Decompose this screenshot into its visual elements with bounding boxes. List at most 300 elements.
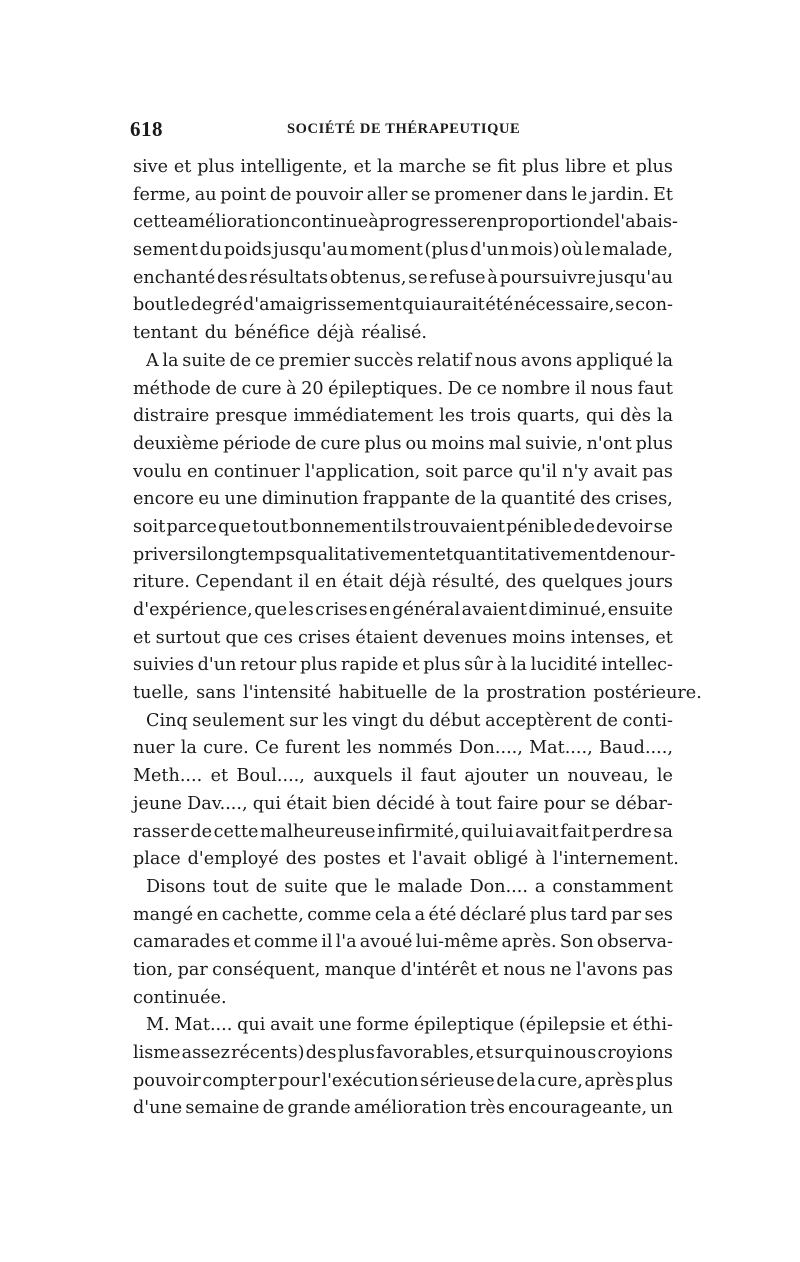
word: camarades bbox=[133, 932, 231, 953]
word: se bbox=[471, 157, 492, 177]
word: la bbox=[656, 406, 673, 427]
word: qui bbox=[585, 406, 615, 427]
text-line bbox=[133, 1068, 673, 1096]
word: prostration bbox=[486, 683, 587, 704]
word: 20 bbox=[301, 378, 324, 399]
word: ce bbox=[476, 378, 498, 399]
word: cure. bbox=[203, 738, 249, 759]
word: lucidité bbox=[530, 655, 598, 676]
word: cachette, bbox=[221, 904, 304, 925]
word: a bbox=[534, 876, 546, 897]
word: Baud...., bbox=[598, 738, 673, 759]
word: ensuite bbox=[607, 600, 673, 620]
word: de bbox=[255, 876, 278, 897]
word: des bbox=[217, 267, 248, 288]
word: tion, bbox=[133, 959, 174, 980]
word: il bbox=[400, 766, 413, 787]
word: sement bbox=[133, 240, 198, 261]
word: crises bbox=[315, 600, 368, 620]
word: cure bbox=[241, 378, 282, 399]
word: et bbox=[387, 849, 406, 870]
word: aller bbox=[366, 184, 408, 205]
word: que bbox=[254, 600, 288, 620]
word: la bbox=[180, 738, 197, 759]
word: quantitativement bbox=[452, 544, 607, 565]
text-line bbox=[133, 514, 673, 542]
body-text bbox=[133, 154, 702, 1123]
word: en bbox=[196, 904, 219, 925]
word: l'intensité bbox=[242, 683, 332, 704]
word: soit bbox=[425, 461, 458, 482]
word: devoir bbox=[596, 516, 653, 537]
word: ferme, bbox=[133, 184, 192, 205]
word: et bbox=[610, 1015, 628, 1036]
word: presque bbox=[215, 406, 288, 427]
word: dès bbox=[620, 406, 651, 427]
word: malheureuse bbox=[260, 821, 376, 842]
text-line bbox=[133, 265, 673, 293]
word: été bbox=[485, 295, 514, 316]
word: nous bbox=[553, 1043, 597, 1063]
word: résultats bbox=[249, 267, 329, 288]
word: en bbox=[315, 572, 337, 593]
word: trouvaient bbox=[412, 516, 505, 537]
word: voulu bbox=[133, 461, 182, 482]
word: sur bbox=[494, 1043, 524, 1063]
word: favorables, bbox=[376, 1043, 475, 1063]
text-line bbox=[133, 625, 673, 653]
word: libre bbox=[565, 157, 607, 177]
word: très bbox=[470, 1098, 505, 1119]
word: quelques bbox=[541, 572, 623, 593]
word: faut bbox=[637, 378, 673, 399]
word: rasser bbox=[133, 821, 189, 842]
word: nouveau, bbox=[567, 766, 649, 787]
word: priver bbox=[133, 544, 188, 565]
word: il bbox=[321, 932, 333, 953]
text-line bbox=[133, 486, 673, 514]
word: Ce bbox=[255, 738, 279, 759]
word: encourageante, bbox=[508, 1098, 648, 1119]
word: ajouter bbox=[464, 766, 529, 787]
word: comme bbox=[307, 904, 372, 925]
word: compter bbox=[202, 1070, 277, 1091]
word: du bbox=[199, 240, 223, 261]
word: obtenus, bbox=[329, 267, 407, 288]
word: fit bbox=[497, 157, 517, 177]
word: n'y bbox=[562, 461, 589, 482]
word: étaient bbox=[355, 627, 418, 648]
word: plus bbox=[423, 655, 461, 676]
word: amélioration bbox=[353, 1098, 467, 1119]
text-line bbox=[133, 1040, 673, 1068]
word: le bbox=[656, 766, 673, 787]
word: Boul...., bbox=[236, 766, 305, 787]
word: cela bbox=[374, 904, 412, 925]
text-line bbox=[133, 237, 673, 265]
word: sérieuse bbox=[420, 1070, 495, 1091]
word: qui bbox=[524, 1043, 553, 1063]
text-line bbox=[133, 902, 673, 930]
word: nommés bbox=[377, 738, 453, 759]
word: diminué, bbox=[528, 600, 607, 620]
text-line bbox=[133, 320, 673, 348]
word: assez bbox=[181, 1043, 230, 1063]
word: déclaré bbox=[459, 904, 527, 925]
text-line bbox=[133, 209, 678, 237]
word: retour bbox=[240, 655, 297, 676]
word: mois) bbox=[510, 240, 560, 261]
word: moins bbox=[512, 627, 566, 648]
word: Mat.... bbox=[174, 1015, 233, 1036]
word: la bbox=[519, 1070, 536, 1091]
word: mal bbox=[488, 433, 522, 454]
word: semaine bbox=[185, 1098, 260, 1119]
word: des bbox=[505, 572, 537, 593]
word: aurait bbox=[431, 295, 485, 316]
word: frappante bbox=[362, 489, 451, 510]
word: ses bbox=[644, 904, 673, 925]
word: ce bbox=[254, 350, 276, 371]
word: M. bbox=[146, 1015, 170, 1036]
word: résulté, bbox=[431, 572, 500, 593]
word: au bbox=[194, 184, 217, 205]
word: sur bbox=[289, 710, 318, 731]
word: et bbox=[655, 627, 673, 648]
text-line bbox=[133, 182, 673, 210]
word: les bbox=[322, 710, 348, 731]
word: deuxième bbox=[133, 433, 220, 454]
word: poids bbox=[223, 240, 272, 261]
word: conti- bbox=[622, 710, 673, 731]
word: constamment bbox=[552, 876, 673, 897]
word: Don.... bbox=[469, 876, 528, 897]
text-line bbox=[133, 569, 673, 597]
word: amélioration bbox=[177, 212, 291, 233]
word: un bbox=[650, 1098, 673, 1119]
word: de bbox=[434, 683, 457, 704]
word: méthode bbox=[133, 378, 211, 399]
word: relatif bbox=[416, 350, 472, 371]
word: et bbox=[133, 627, 151, 648]
word: se bbox=[408, 267, 428, 288]
word: et bbox=[210, 766, 229, 787]
word: qu'il bbox=[518, 461, 558, 482]
word: le bbox=[374, 876, 391, 897]
text-line bbox=[133, 708, 673, 736]
word: la bbox=[463, 683, 480, 704]
word: devenues bbox=[422, 627, 508, 648]
word: si bbox=[187, 544, 202, 565]
word: se bbox=[653, 516, 673, 537]
word: plus bbox=[521, 157, 560, 177]
word: plus bbox=[364, 433, 402, 454]
word: et bbox=[173, 157, 192, 177]
word: obligé bbox=[473, 849, 529, 870]
text-line bbox=[133, 542, 676, 570]
word: soit bbox=[133, 516, 166, 537]
word: à bbox=[487, 267, 498, 288]
word: suivie, bbox=[525, 433, 583, 454]
word: de bbox=[496, 1070, 519, 1091]
word: tout bbox=[252, 516, 289, 537]
word: jardin. bbox=[591, 184, 650, 205]
word: plus bbox=[337, 1043, 375, 1063]
word: succès bbox=[353, 350, 414, 371]
word: mangé bbox=[133, 904, 194, 925]
text-line bbox=[133, 348, 673, 376]
word: de bbox=[573, 516, 595, 537]
word: qualitativement bbox=[295, 544, 436, 565]
word: de bbox=[215, 378, 238, 399]
text-line bbox=[133, 929, 673, 957]
word: crises, bbox=[614, 489, 673, 510]
word: bout bbox=[133, 295, 174, 316]
word: se bbox=[590, 793, 610, 814]
word: d'expérience, bbox=[133, 600, 253, 620]
word: qui bbox=[402, 295, 431, 316]
word: Don...., bbox=[458, 738, 523, 759]
word: auxquels bbox=[313, 766, 393, 787]
word: distraire bbox=[133, 406, 210, 427]
word: sive bbox=[133, 157, 169, 177]
word: sa bbox=[653, 821, 673, 842]
word: nous bbox=[590, 378, 633, 399]
word: progresser bbox=[378, 212, 477, 233]
word: à bbox=[496, 655, 508, 676]
word: de bbox=[294, 433, 317, 454]
text-line bbox=[133, 957, 673, 985]
word: général bbox=[392, 600, 461, 620]
word: longtemps bbox=[201, 544, 295, 565]
word: De bbox=[447, 378, 473, 399]
word: il bbox=[298, 572, 310, 593]
word: dans bbox=[525, 184, 568, 205]
word: et bbox=[233, 932, 251, 953]
word: la bbox=[510, 655, 527, 676]
word: à bbox=[439, 793, 451, 814]
word: furent bbox=[285, 738, 341, 759]
word: les bbox=[346, 738, 372, 759]
word: rapide bbox=[340, 655, 399, 676]
word: l'avait bbox=[412, 849, 467, 870]
word: une bbox=[318, 1015, 352, 1036]
word: éthi- bbox=[632, 1015, 673, 1036]
word: A bbox=[146, 350, 159, 371]
word: Meth.... bbox=[133, 766, 203, 787]
word: en bbox=[186, 461, 209, 482]
text-line bbox=[133, 735, 673, 763]
word: décidé bbox=[375, 793, 435, 814]
word: était bbox=[342, 572, 384, 593]
word: que bbox=[225, 627, 259, 648]
word: jusqu'au bbox=[273, 240, 349, 261]
word: épileptiques. bbox=[328, 378, 444, 399]
word: ils bbox=[391, 516, 412, 537]
word: lui bbox=[490, 821, 514, 842]
word: avoué bbox=[359, 932, 413, 953]
word: malade, bbox=[602, 240, 673, 261]
word: vingt bbox=[352, 710, 398, 731]
word: de bbox=[229, 350, 252, 371]
word: la bbox=[162, 350, 179, 371]
word: épileptique bbox=[413, 1015, 515, 1036]
word: seulement bbox=[192, 710, 285, 731]
word: un bbox=[536, 766, 560, 787]
word: nous bbox=[503, 959, 546, 980]
word: se bbox=[615, 295, 635, 316]
text-line bbox=[133, 376, 673, 404]
text-line bbox=[133, 819, 673, 847]
word: jeune bbox=[133, 793, 182, 814]
word: de bbox=[596, 710, 618, 731]
word: encore bbox=[133, 489, 195, 510]
word: comme bbox=[253, 932, 319, 953]
word: quantité bbox=[500, 489, 576, 510]
word: grande bbox=[287, 1098, 351, 1119]
word: nombre bbox=[501, 378, 571, 399]
word: quarts, bbox=[516, 406, 580, 427]
word: Dav...., bbox=[187, 793, 248, 814]
word: début bbox=[429, 710, 481, 731]
word: et bbox=[353, 157, 372, 177]
word: pas bbox=[642, 959, 673, 980]
word: parce bbox=[462, 461, 514, 482]
word: manque bbox=[324, 959, 397, 980]
page-number: 618 bbox=[130, 117, 163, 141]
word: premier bbox=[278, 350, 351, 371]
word: diminution bbox=[261, 489, 359, 510]
word: déjà bbox=[388, 572, 427, 593]
text-line bbox=[133, 680, 702, 708]
word: la bbox=[480, 489, 497, 510]
word: qui bbox=[237, 1015, 266, 1036]
word: qui bbox=[461, 821, 490, 842]
word: cure bbox=[320, 433, 361, 454]
word: après bbox=[584, 1070, 635, 1091]
word: que bbox=[218, 516, 252, 537]
text-line bbox=[133, 1095, 673, 1123]
word: cure, bbox=[537, 1070, 583, 1091]
word: jusqu'au bbox=[597, 267, 673, 288]
word: le bbox=[571, 184, 588, 205]
word: promener bbox=[434, 184, 522, 205]
word: l'avons bbox=[575, 959, 638, 980]
word: pouvoir bbox=[133, 1070, 201, 1091]
word: plus bbox=[635, 433, 673, 454]
word: à bbox=[286, 378, 297, 399]
running-header bbox=[130, 116, 672, 142]
word: de bbox=[262, 1098, 285, 1119]
word: avait bbox=[593, 461, 638, 482]
word: plus bbox=[197, 157, 235, 177]
word: par bbox=[177, 959, 208, 980]
word: réalisé. bbox=[361, 323, 428, 344]
word: d'intérêt bbox=[400, 959, 477, 980]
word: et bbox=[475, 1043, 494, 1063]
word: moins bbox=[431, 433, 485, 454]
word: par bbox=[610, 904, 642, 925]
word: n'ont bbox=[586, 433, 632, 454]
word: l'application, bbox=[304, 461, 421, 482]
word: nuer bbox=[133, 738, 175, 759]
word: les bbox=[288, 600, 314, 620]
word: intellec- bbox=[601, 655, 673, 676]
word: ne bbox=[549, 959, 572, 980]
word: pénible bbox=[506, 516, 573, 537]
word: de bbox=[190, 821, 213, 842]
word: tout bbox=[212, 876, 249, 897]
word: marche bbox=[398, 157, 467, 177]
word: la bbox=[376, 157, 394, 177]
text-line bbox=[133, 597, 673, 625]
text-line bbox=[133, 1012, 673, 1040]
word: postérieure. bbox=[593, 683, 702, 704]
word: d'amaigrissement bbox=[243, 295, 402, 316]
word: nécessaire, bbox=[513, 295, 615, 316]
text-line bbox=[133, 874, 673, 902]
word: faut bbox=[420, 766, 457, 787]
word: plus bbox=[529, 904, 567, 925]
word: après. bbox=[501, 932, 557, 953]
word: l'abais- bbox=[614, 212, 678, 233]
word: faire bbox=[496, 793, 539, 814]
word: en bbox=[476, 212, 498, 233]
word: qui bbox=[252, 793, 282, 814]
word: que bbox=[334, 876, 368, 897]
word: continuée. bbox=[133, 987, 227, 1008]
word: Mat...., bbox=[529, 738, 593, 759]
word: plus bbox=[300, 655, 338, 676]
text-line bbox=[133, 985, 673, 1013]
word: plus bbox=[635, 1070, 673, 1091]
text-line bbox=[133, 791, 673, 819]
word: sûr bbox=[464, 655, 493, 676]
word: parce bbox=[166, 516, 217, 537]
word: et bbox=[612, 157, 630, 177]
word: plus bbox=[635, 157, 673, 177]
word: les bbox=[439, 406, 465, 427]
word: de bbox=[606, 544, 628, 565]
word: et bbox=[481, 959, 499, 980]
word: et bbox=[435, 544, 453, 565]
word: avons bbox=[520, 350, 573, 371]
word: place bbox=[133, 849, 181, 870]
word: il bbox=[574, 378, 587, 399]
word: sans bbox=[196, 683, 236, 704]
word: l'a bbox=[335, 932, 357, 953]
word: postes bbox=[323, 849, 381, 870]
word: poursuivre bbox=[499, 267, 597, 288]
text-line bbox=[133, 154, 673, 182]
word: tuelle, bbox=[133, 683, 190, 704]
word: du bbox=[401, 710, 425, 731]
word: tard bbox=[570, 904, 608, 925]
text-line bbox=[133, 652, 673, 680]
word: été bbox=[428, 904, 457, 925]
word: forme bbox=[356, 1015, 410, 1036]
word: suite bbox=[182, 350, 226, 371]
word: de bbox=[592, 212, 615, 233]
word: d'une bbox=[133, 1098, 183, 1119]
word: ces bbox=[263, 627, 293, 648]
word: de bbox=[269, 184, 292, 205]
word: la bbox=[656, 350, 673, 371]
word: des bbox=[305, 1043, 337, 1063]
word: cette bbox=[133, 212, 178, 233]
text-line bbox=[133, 431, 673, 459]
word: jours bbox=[628, 572, 673, 593]
